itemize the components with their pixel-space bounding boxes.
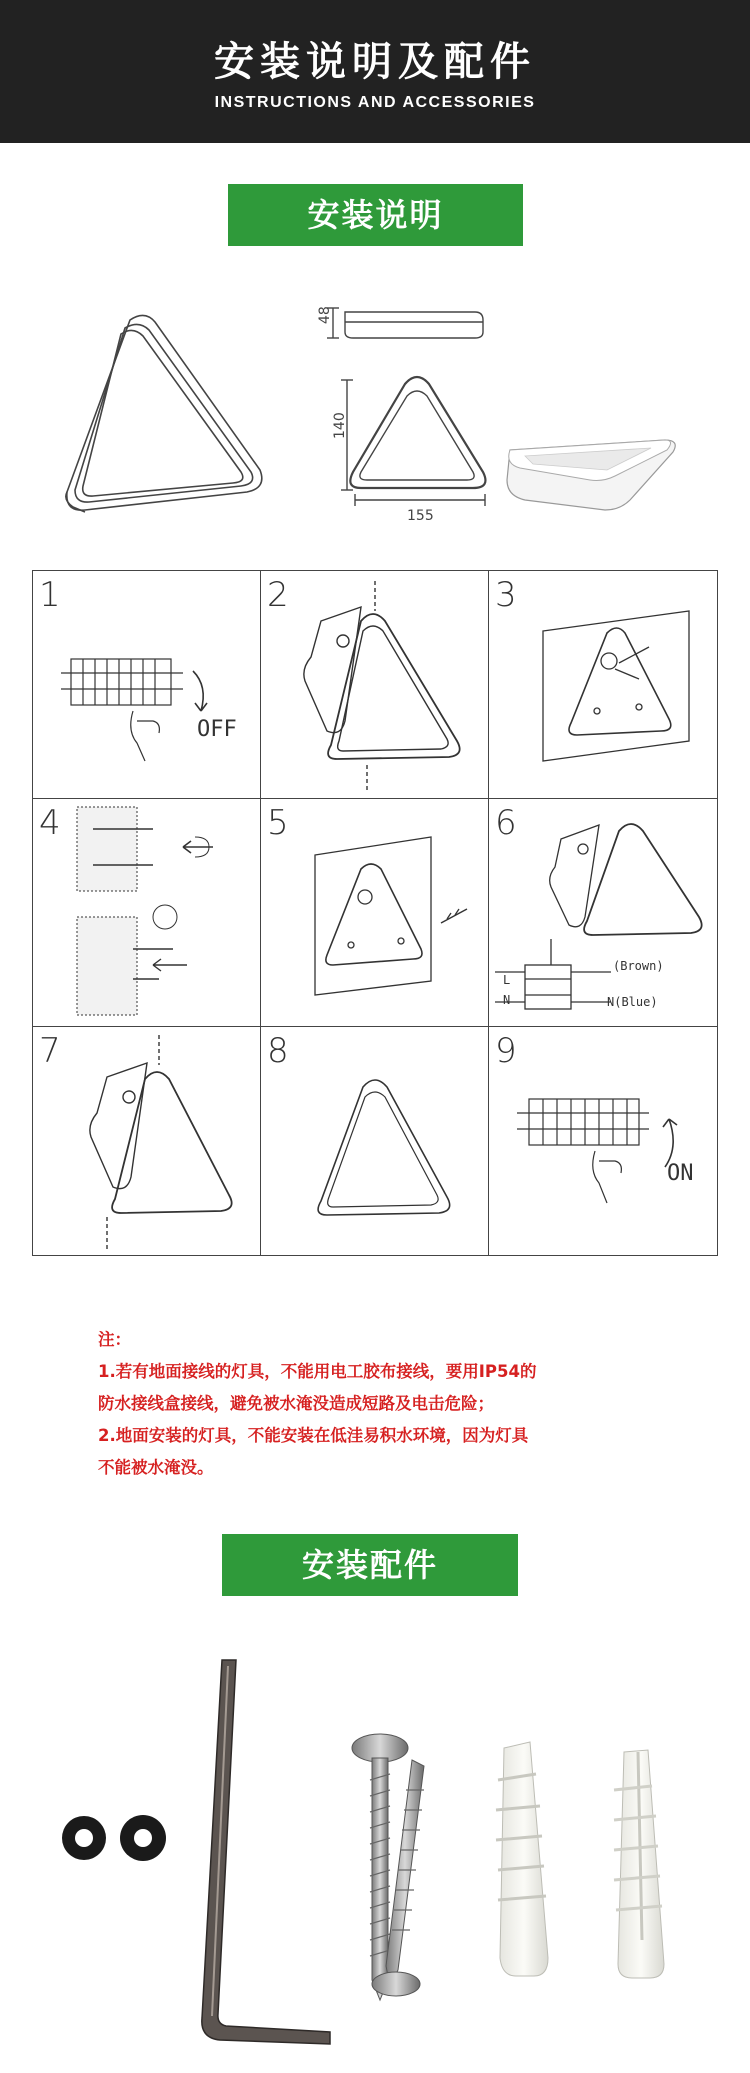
accessories-photo [0, 1640, 750, 2073]
step-number: 5 [267, 803, 289, 843]
lamp-close-illustration [33, 1027, 261, 1255]
header-title-en: INSTRUCTIONS AND ACCESSORIES [214, 94, 536, 111]
wire-n-label: N [503, 993, 511, 1007]
drill-anchor-illustration [33, 799, 261, 1027]
step-number: 3 [495, 575, 517, 615]
breaker-off-illustration [33, 571, 261, 799]
step-8 [261, 1027, 489, 1255]
step-number: 4 [39, 803, 61, 843]
wall-anchor-2 [614, 1750, 664, 1978]
section-accessories-title: 安装配件 [222, 1534, 518, 1596]
notes-heading: 注： [98, 1330, 131, 1349]
note-line-3: 2.地面安装的灯具，不能安装在低洼易积水环境，因为灯具 [98, 1426, 529, 1445]
dim-depth-label: 140 [332, 412, 348, 439]
section-install-title: 安装说明 [228, 184, 523, 246]
lamp-perspective-drawing [66, 315, 262, 512]
dim-width-label: 155 [407, 508, 434, 524]
step-number: 2 [267, 575, 289, 615]
breaker-on-illustration [489, 1027, 717, 1255]
step-7 [33, 1027, 261, 1255]
step-number: 9 [495, 1031, 517, 1071]
lamp-3d-view [507, 440, 675, 510]
screw-base-illustration [261, 799, 489, 1027]
dimension-drawings [55, 300, 695, 540]
step-number: 1 [39, 575, 61, 615]
step-9 [489, 1027, 717, 1255]
step-3 [489, 571, 717, 799]
off-label: OFF [197, 717, 237, 742]
lamp-installed-illustration [261, 1027, 489, 1255]
lamp-front-view [341, 377, 485, 506]
note-line-1: 1.若有地面接线的灯具，不能用电工胶布接线，要用IP54的 [98, 1362, 537, 1381]
page-header [0, 0, 750, 143]
install-steps-grid [32, 570, 718, 1256]
step-number: 6 [495, 803, 517, 843]
step-number: 7 [39, 1031, 61, 1071]
rubber-washer-2 [120, 1815, 166, 1861]
wire-l-label: L [503, 973, 511, 987]
base-mounting-illustration [489, 571, 717, 799]
lamp-side-view [327, 308, 483, 338]
step-1 [33, 571, 261, 799]
dim-height-label: 48 [317, 306, 333, 324]
wire-brown-label: (Brown) [613, 959, 664, 973]
note-line-2: 防水接线盒接线，避免被水淹没造成短路及电击危险； [98, 1394, 494, 1413]
step-number: 8 [267, 1031, 289, 1071]
rubber-washer-1 [62, 1816, 106, 1860]
step-5 [261, 799, 489, 1027]
on-label: ON [667, 1161, 694, 1186]
lamp-open-illustration [261, 571, 489, 799]
installation-notes [98, 1324, 698, 1484]
wire-blue-label: N(Blue) [607, 995, 658, 1009]
step-2 [261, 571, 489, 799]
step-6 [489, 799, 717, 1027]
header-title-cn: 安装说明及配件 [214, 39, 536, 85]
wall-anchor-1 [496, 1742, 548, 1976]
step-4 [33, 799, 261, 1027]
hex-key-wrench [202, 1660, 330, 2044]
wiring-illustration [489, 799, 717, 1027]
note-line-4: 不能被水淹没。 [98, 1458, 214, 1477]
